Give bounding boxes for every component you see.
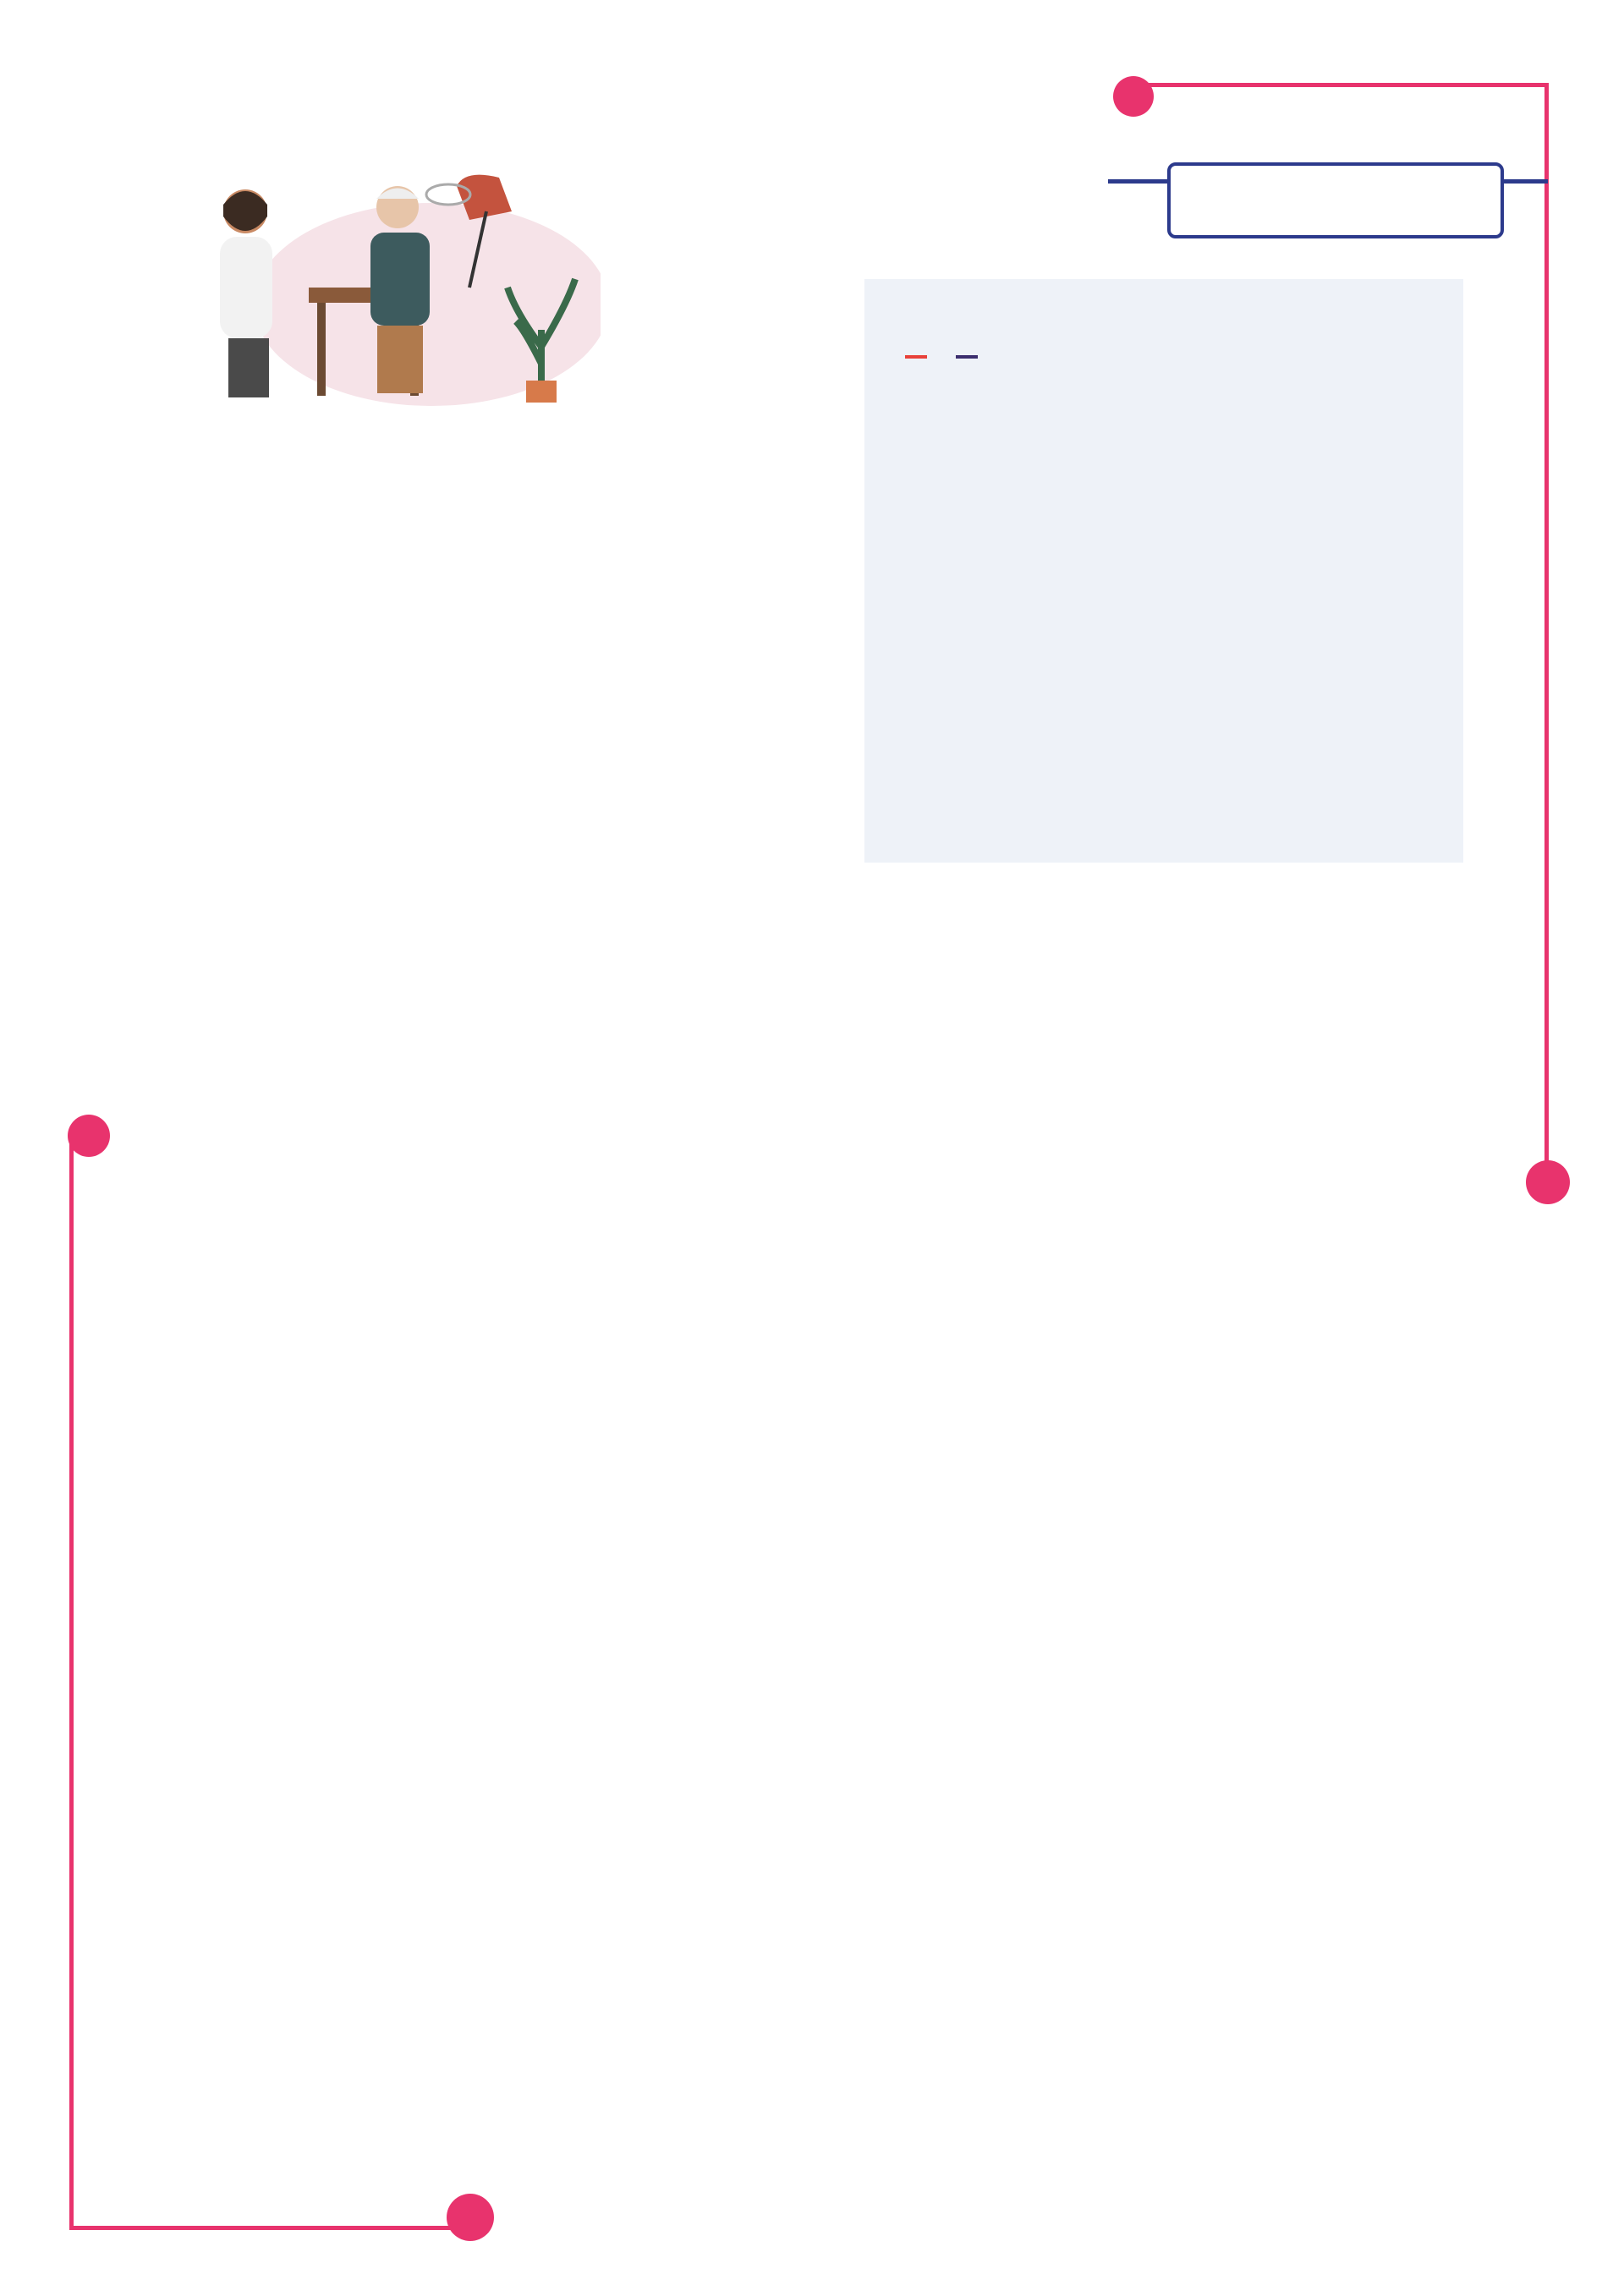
frame-dot-bottom xyxy=(447,2194,494,2241)
frame-bottom-line xyxy=(69,2226,467,2230)
frame-dot-left xyxy=(68,1115,110,1157)
frame-top-line xyxy=(1133,83,1548,87)
frame-left-line xyxy=(69,1132,74,2228)
dementia-money-chart xyxy=(864,279,1463,863)
frame-right-line xyxy=(1544,83,1549,1182)
doctor-patient-illustration xyxy=(178,161,601,406)
chart-plot xyxy=(864,279,1463,863)
frame-dot-top xyxy=(1113,76,1154,117)
header-ribbon xyxy=(1167,162,1504,238)
frame-dot-right xyxy=(1526,1160,1570,1204)
